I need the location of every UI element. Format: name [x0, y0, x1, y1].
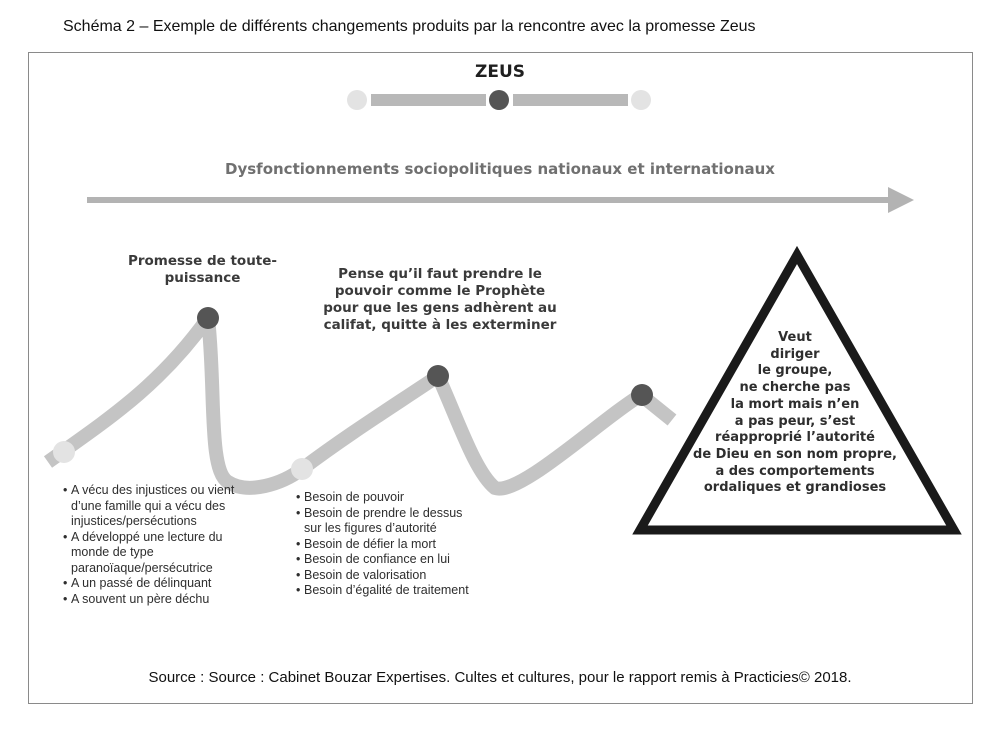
list-item: • A développé une lecture du monde de type paranoïaque/persécutrice	[63, 530, 238, 577]
triangle-line: diriger	[770, 346, 820, 362]
triangle-line: ne cherche pas	[739, 380, 851, 396]
triangle-line: a des comportements	[715, 463, 875, 479]
figure-caption: Schéma 2 – Exemple de différents changements produits par la rencontre avec la promesse Zeus	[63, 18, 756, 35]
slider-node-center	[489, 90, 509, 110]
axis-arrow	[87, 187, 914, 213]
bullet-list-antecedents	[63, 483, 238, 607]
triangle-line: de Dieu en son nom propre,	[693, 446, 897, 462]
axis-arrow-head	[888, 187, 914, 213]
triangle-line: le groupe,	[757, 363, 833, 379]
slider-node-left	[347, 90, 367, 110]
list-item: • Besoin de prendre le dessus sur les figures d’autorité	[296, 506, 481, 537]
list-item: • A souvent un père déchu	[63, 592, 238, 608]
triangle-line: réapproprié l’autorité	[715, 430, 875, 446]
path-node-end	[631, 384, 653, 406]
zeus-slider	[347, 90, 651, 110]
triangle-line: la mort mais n’en	[730, 396, 860, 412]
stage-label-promesse: Promesse de toute-puissance	[127, 253, 278, 286]
list-item: • A vécu des injustices ou vient d’une famille qui a vécu des injustices/persécutions	[63, 483, 238, 530]
list-item: • Besoin de défier la mort	[296, 537, 481, 553]
source-note: Source : Source : Cabinet Bouzar Expertises. Cultes et cultures, pour le rapport remis à Practicies© 2018.	[148, 669, 852, 686]
zeus-title: ZEUS	[475, 62, 525, 82]
list-item: • Besoin de valorisation	[296, 568, 481, 584]
slider-node-right	[631, 90, 651, 110]
triangle-line: Veut	[778, 330, 812, 345]
path-node-besoins	[291, 458, 313, 480]
slider-track-right	[513, 94, 628, 106]
triangle-line: ordaliques et grandioses	[703, 480, 887, 496]
path-node-promesse	[197, 307, 219, 329]
list-item: • Besoin de confiance en lui	[296, 552, 481, 568]
bullet-list-besoins	[296, 490, 481, 599]
list-item: • A un passé de délinquant	[63, 576, 238, 592]
path-node-start	[53, 441, 75, 463]
triangle-line: a pas peur, s’est	[734, 413, 856, 429]
axis-label: Dysfonctionnements sociopolitiques nationaux et internationaux	[225, 160, 775, 178]
stage-label-pouvoir: Pense qu’il faut prendre le pouvoir comme le Prophète pour que les gens adhèrent au califat, quitte à les exterminer	[323, 266, 557, 333]
triangle-text	[680, 330, 910, 497]
progression-path	[48, 318, 672, 489]
list-item: • Besoin d’égalité de traitement	[296, 583, 481, 599]
slider-track-left	[371, 94, 486, 106]
list-item: • Besoin de pouvoir	[296, 490, 481, 506]
path-node-pouvoir	[427, 365, 449, 387]
